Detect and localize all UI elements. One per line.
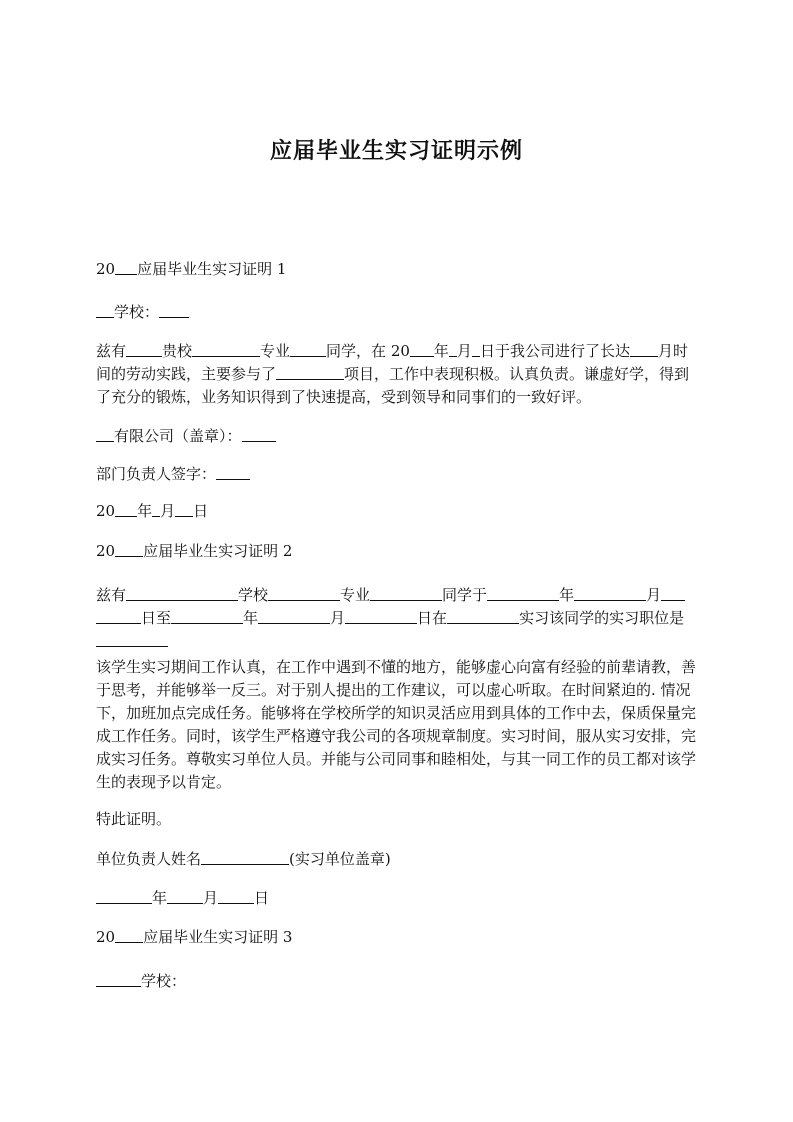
blank-field — [159, 302, 189, 318]
cert2-date-line: 年 月 日 — [96, 887, 696, 910]
blank-field — [258, 608, 330, 624]
blank-field — [96, 631, 168, 647]
blank-field — [126, 341, 162, 357]
blank-field — [96, 888, 152, 904]
cert3-heading-prefix: 20 — [96, 928, 116, 946]
cert1-heading-text: 应届毕业生实习证明 1 — [137, 260, 287, 278]
blank-field — [276, 364, 344, 380]
blank-field — [268, 585, 340, 601]
cert1-signer-line — [96, 463, 696, 486]
blank-field — [192, 341, 260, 357]
blank-field — [96, 426, 114, 442]
blank-field — [447, 608, 519, 624]
blank-field — [630, 341, 658, 357]
cert1-company-line — [96, 425, 696, 448]
blank-field — [661, 585, 685, 601]
blank-field — [175, 501, 193, 517]
cert2-body: 兹有 学校 专业 同学于 年 月日至 年 月 日在 实习该同学的实习职位是 — [96, 584, 696, 653]
blank-field — [171, 608, 243, 624]
cert1-company-label: 有限公司（盖章）： — [114, 427, 242, 445]
document-title: 应届毕业生实习证明示例 — [269, 139, 523, 164]
blank-field — [126, 585, 238, 601]
blank-field — [370, 585, 442, 601]
blank-field — [96, 302, 114, 318]
blank-field — [167, 888, 203, 904]
cert2-heading — [96, 540, 696, 563]
blank-field — [201, 849, 289, 865]
blank-field — [115, 259, 137, 275]
cert2-heading-prefix: 20 — [96, 542, 116, 560]
cert2-seal-label: (实习单位盖章) — [289, 850, 391, 868]
blank-field — [218, 888, 254, 904]
blank-field — [487, 585, 559, 601]
cert1-signer-label: 部门负责人签字： — [96, 465, 217, 483]
cert3-heading-text: 应届毕业生实习证明 3 — [143, 928, 293, 946]
blank-field — [290, 341, 326, 357]
blank-field — [96, 971, 141, 987]
blank-field — [115, 927, 143, 943]
blank-field — [449, 341, 457, 357]
cert3-school-label: 学校： — [141, 972, 187, 990]
cert1-school-label: 学校： — [114, 303, 160, 321]
blank-field — [216, 464, 250, 480]
blank-field — [152, 501, 160, 517]
blank-field — [115, 541, 143, 557]
blank-field — [115, 501, 137, 517]
cert2-evaluation: 该学生实习期间工作认真，在工作中遇到不懂的地方，能够虚心向富有经验的前辈请教，善于思考，并能够举一反三。对于别人提出的工作建议，可以虚心听取。在时间紧迫的. 情况下，加班加点完成任务。能够将在学校所学的知识灵活应用到具体的工作中去，保质保量完成工作任务。同时，该学生严格遵守我公司的各项规章制度。实习时间，服从实习安排，完成实习任务。尊敬实习单位人员。并能与公司同事和睦相处，与其一同工作的员工都对该学生的表现予以肯定。 — [96, 658, 697, 791]
cert3-school-line — [96, 970, 696, 993]
cert1-school-line — [96, 301, 696, 324]
blank-field — [96, 608, 141, 624]
cert2-signer-label: 单位负责人姓名 — [96, 850, 202, 868]
cert1-date-line: 20 年 月 日 — [96, 502, 209, 520]
cert1-heading — [96, 258, 696, 281]
cert3-heading — [96, 926, 696, 949]
blank-field — [472, 341, 480, 357]
blank-field — [345, 608, 417, 624]
blank-field — [242, 426, 276, 442]
cert1-body: 兹有 贵校 专业 同学，在 20 年 月 日于我公司进行了长达 月时间的劳动实践，主要参与了 项目，工作中表现积极。认真负责。谦虚好学，得到了充分的锻炼，业务知识得到了快速提高，受到领导和同事们的一致好评。 — [96, 342, 690, 406]
cert1-heading-prefix: 20 — [96, 260, 116, 278]
blank-field — [410, 341, 434, 357]
cert2-heading-text: 应届毕业生实习证明 2 — [143, 542, 293, 560]
cert2-signer-line — [96, 848, 696, 871]
cert2-closing: 特此证明。 — [96, 810, 172, 828]
blank-field — [574, 585, 646, 601]
